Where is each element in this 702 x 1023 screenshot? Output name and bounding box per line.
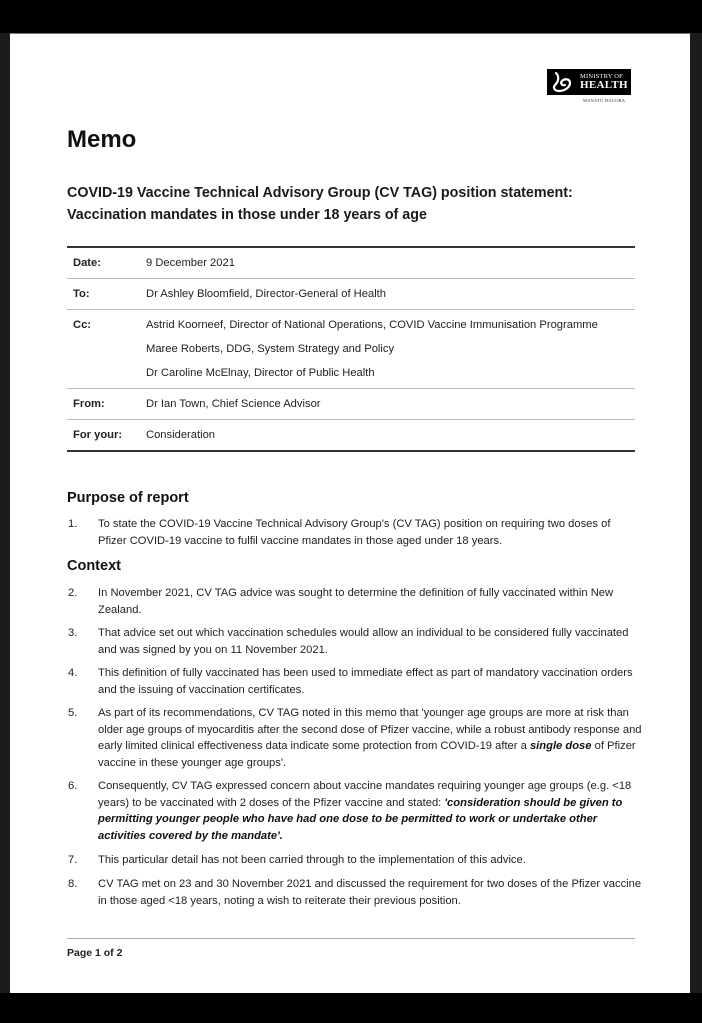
header-row-cc xyxy=(67,310,635,389)
paragraph-number: 7. xyxy=(68,854,78,866)
paragraph-5 xyxy=(67,705,642,771)
header-row-from xyxy=(67,389,635,420)
paragraph-text xyxy=(98,705,642,771)
paragraph-text-part: As part of its recommendations, CV TAG noted in this memo that 'younger age groups are more at risk than older age groups of myocarditis after the second dose of Pfizer vaccine, while a robust antibody response and early limited clinical effectiveness data indicate some protection from COVID-19 after a xyxy=(98,707,642,752)
from-value: Dr Ian Town, Chief Science Advisor xyxy=(146,398,321,410)
header-row-date xyxy=(67,248,635,279)
logo-line-2: HEALTH xyxy=(580,79,628,91)
for-your-value: Consideration xyxy=(146,429,216,441)
cc-recipient: Astrid Koorneef, Director of National Operations, COVID Vaccine Immunisation Programme xyxy=(146,319,598,331)
document-page xyxy=(10,33,690,993)
paragraph-number: 1. xyxy=(68,518,78,530)
cc-values xyxy=(146,317,635,381)
paragraph-4 xyxy=(67,665,642,698)
paragraph-text: To state the COVID-19 Vaccine Technical Advisory Group's (CV TAG) position on requiring two doses of Pfizer COVID-19 vaccine to fulfil vaccine mandates in those aged under 18 years. xyxy=(98,518,611,547)
emphasis-quote: 'consideration should be given to permitting younger people who have had one dose to be permitted to work or undertake other activities covered by the mandate'. xyxy=(98,796,623,842)
paragraph-text: This particular detail has not been carried through to the implementation of this advice. xyxy=(98,854,526,866)
header-row-to xyxy=(67,279,635,310)
cc-label: Cc: xyxy=(73,319,92,331)
paragraph-number: 3. xyxy=(68,627,78,639)
paragraph-text-part: Consequently, CV TAG expressed concern about vaccine mandates requiring younger age groups (e.g. <18 years) to be vaccinated with 2 doses of the Pfizer vaccine and stated: xyxy=(98,780,632,809)
ministry-of-health-logo xyxy=(547,69,631,107)
viewer-left-edge xyxy=(0,33,10,993)
paragraph-number: 2. xyxy=(68,587,78,599)
context-heading: Context xyxy=(67,558,121,574)
logo-line-1: MINISTRY OF xyxy=(580,73,623,80)
paragraph-text xyxy=(98,778,642,844)
purpose-heading: Purpose of report xyxy=(67,490,189,506)
paragraph-6 xyxy=(67,778,642,844)
to-value: Dr Ashley Bloomfield, Director-General of Health xyxy=(146,288,387,300)
cc-recipient: Maree Roberts, DDG, System Strategy and Policy xyxy=(146,343,395,355)
paragraph-7 xyxy=(67,852,642,869)
memo-header-table xyxy=(67,246,635,452)
paragraph-1 xyxy=(67,516,642,549)
paragraph-number: 8. xyxy=(68,878,78,890)
memo-subject: COVID-19 Vaccine Technical Advisory Group (CV TAG) position statement: Vaccination mandates in those under 18 years of age xyxy=(67,185,573,223)
date-value: 9 December 2021 xyxy=(146,257,235,269)
paragraph-2 xyxy=(67,585,642,618)
viewer-right-edge xyxy=(690,33,702,993)
to-label: To: xyxy=(73,288,90,300)
paragraph-text: This definition of fully vaccinated has been used to immediate effect as part of mandatory vaccination orders and the issuing of vaccination certificates. xyxy=(98,667,633,696)
page-number: Page 1 of 2 xyxy=(67,947,123,959)
paragraph-8 xyxy=(67,876,642,909)
paragraph-number: 6. xyxy=(68,780,78,792)
cc-recipient: Dr Caroline McElnay, Director of Public Health xyxy=(146,367,375,379)
memo-title: Memo xyxy=(67,126,137,153)
paragraph-number: 5. xyxy=(68,707,78,719)
paragraph-text-part: of Pfizer vaccine in these younger age groups'. xyxy=(98,740,636,769)
koru-icon xyxy=(551,71,575,93)
date-label: Date: xyxy=(73,257,101,269)
paragraph-text: CV TAG met on 23 and 30 November 2021 and discussed the requirement for two doses of the Pfizer vaccine in those aged <18 years, noting a wish to reiterate their previous position. xyxy=(98,878,642,907)
header-row-for-your xyxy=(67,420,635,450)
logo-subtitle: MANATŪ HAUORA xyxy=(583,98,626,103)
footer-divider xyxy=(67,938,635,939)
emphasis-single-dose: single dose xyxy=(529,740,592,752)
from-label: From: xyxy=(73,398,105,410)
paragraph-number: 4. xyxy=(68,667,78,679)
paragraph-text: That advice set out which vaccination schedules would allow an individual to be considered fully vaccinated and was signed by you on 11 November 2021. xyxy=(98,627,629,656)
for-your-label: For your: xyxy=(73,429,123,441)
paragraph-3 xyxy=(67,625,642,658)
logo-block xyxy=(547,69,631,95)
paragraph-text: In November 2021, CV TAG advice was sought to determine the definition of fully vaccinated within New Zealand. xyxy=(98,587,614,616)
